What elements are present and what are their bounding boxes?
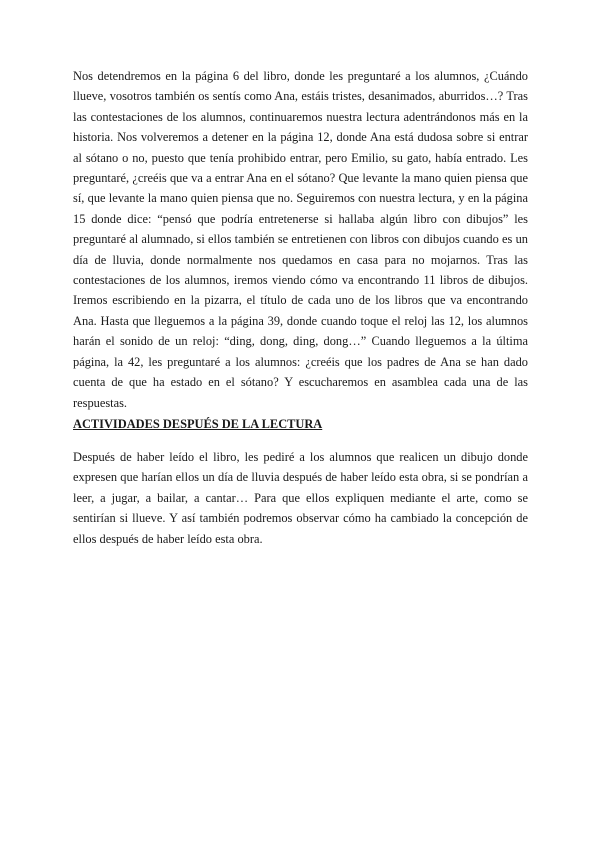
section-heading-post-reading-activities: ACTIVIDADES DESPUÉS DE LA LECTURA: [73, 417, 323, 431]
body-paragraph-post-reading: Después de haber leído el libro, les pediré a los alumnos que realicen un dibujo donde expresen que harían ellos un día de lluvia después de haber leído esta obra, si se pondrían a leer, a jugar, a bailar, a cantar… Para que ellos expliquen mediante el arte, como se sentirían si llueve. Y así también podremos observar cómo ha cambiado la concepción de ellos después de haber leído esta obra.: [73, 450, 528, 546]
body-paragraph-reading-activity: Nos detendremos en la página 6 del libro, donde les preguntaré a los alumnos, ¿Cuándo llueve, vosotros también os sentís como Ana, estáis tristes, desanimados, aburridos…? Tras las contestaciones de los alumnos, continuaremos nuestra lectura adentrándonos más en la historia. Nos volveremos a detener en la página 12, donde Ana está dudosa sobre si entrar al sótano o no, puesto que tenía prohibido entrar, pero Emilio, su gato, había entrado. Les preguntaré, ¿creéis que va a entrar Ana en el sótano? Que levante la mano quien piensa que sí, que levante la mano quien piensa que no. Seguiremos con nuestra lectura, y en la página 15 donde dice: “pensó que podría entretenerse si hallaba algún libro con dibujos” les preguntaré al alumnado, si ellos también se entretienen con libros con dibujos cuando es un día de lluvia, donde normalmente nos quedamos en casa para no mojarnos. Tras las contestaciones de los alumnos, iremos viendo cómo va encontrando 11 libros de dibujos. Iremos escribiendo en la pizarra, el título de cada uno de los libros que va encontrando Ana. Hasta que lleguemos a la página 39, donde cuando toque el reloj las 12, los alumnos harán el sonido de un reloj: “ding, dong, ding, dong…” Cuando lleguemos a la última página, la 42, les preguntaré a los alumnos: ¿creéis que los padres de Ana se han dado cuenta de que ha estado en el sótano? Y escucharemos en asamblea cada una de las respuestas.: [73, 69, 528, 410]
